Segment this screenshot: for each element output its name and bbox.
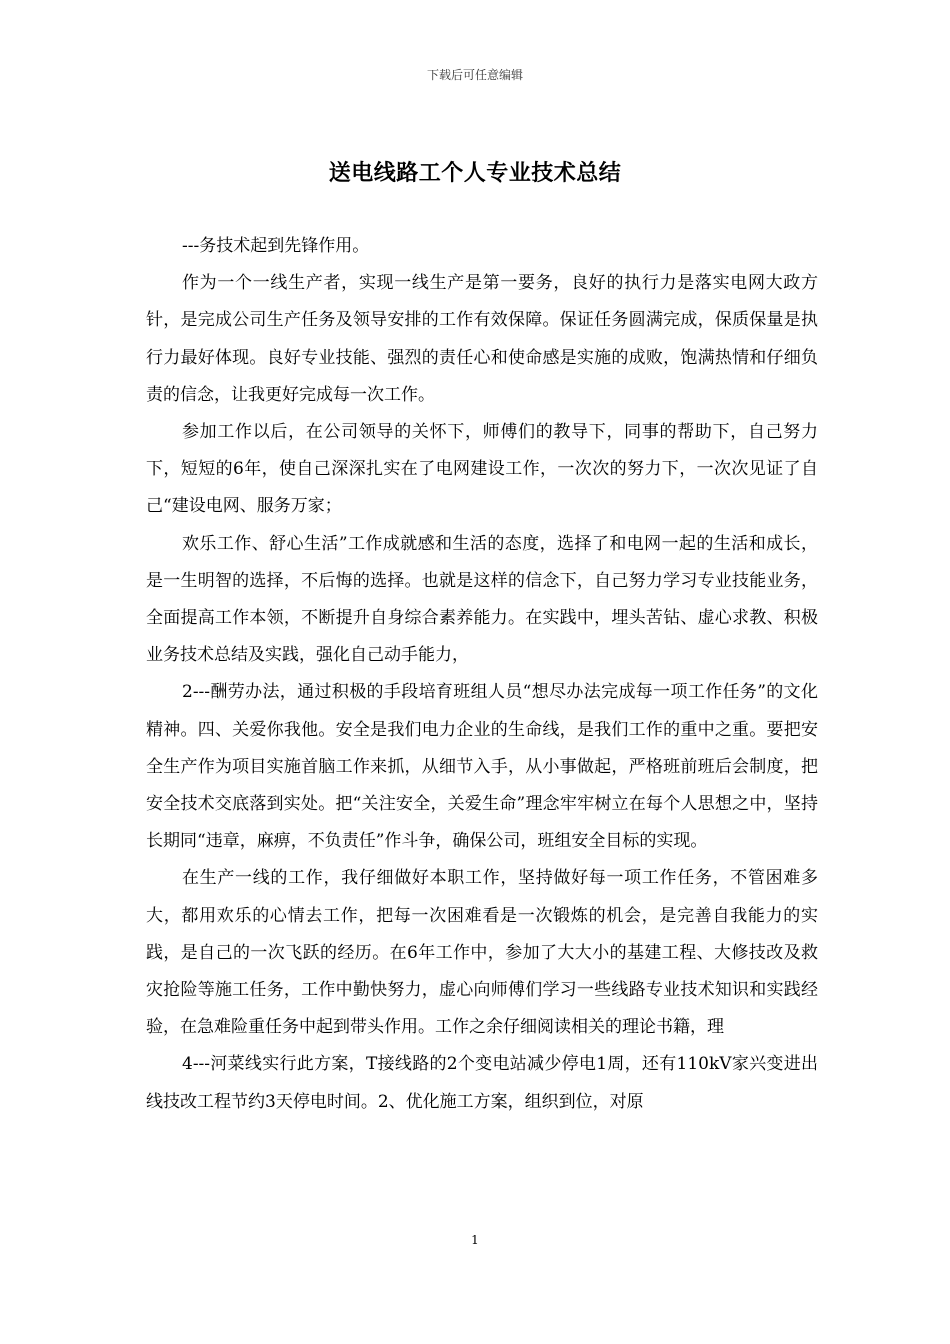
paragraph: 作为一个一线生产者，实现一线生产是第一要务，良好的执行力是落实电网大政方针，是完成公司生产任务及领导安排的工作有效保障。保证任务圆满完成，保质保量是执行力最好体现。良好专业技能、强烈的责任心和使命感是实施的成败，饱满热情和仔细负责的信念，让我更好完成每一次工作。 [146, 273, 818, 405]
paragraph: 4---河菜线实行此方案，T接线路的2个变电站减少停电1周，还有110kV家兴变进出线技改工程节约3天停电时间。2、优化施工方案，组织到位，对原 [146, 1054, 818, 1112]
paragraph: ---务技术起到先锋作用。 [182, 236, 370, 256]
document-body [146, 228, 818, 1121]
paragraph: 参加工作以后，在公司领导的关怀下，师傅们的教导下，同事的帮助下，自己努力下，短短的6年，使自己深深扎实在了电网建设工作，一次次的努力下，一次次见证了自己“建设电网、服务万家； [146, 422, 818, 517]
paragraph: 在生产一线的工作，我仔细做好本职工作，坚持做好每一项工作任务，不管困难多大，都用欢乐的心情去工作，把每一次困难看是一次锻炼的机会，是完善自我能力的实践，是自己的一次飞跃的经历。在6年工作中，参加了大大小的基建工程、大修技改及救灾抢险等施工任务，工作中勤快努力，虚心向师傅们学习一些线路专业技术知识和实践经验，在急难险重任务中起到带头作用。工作之余仔细阅读相关的理论书籍，理 [146, 868, 818, 1038]
page-number: 1 [471, 1233, 479, 1247]
header-note: 下载后可任意编辑 [426, 68, 523, 82]
paragraph: 2---酬劳办法，通过积极的手段培育班组人员“想尽办法完成每一项工作任务”的文化精神。四、关爱你我他。安全是我们电力企业的生命线，是我们工作的重中之重。要把安全生产作为项目实施首脑工作来抓，从细节入手，从小事做起，严格班前班后会制度，把安全技术交底落到实处。把“关注安全，关爱生命”理念牢牢树立在每个人思想之中，坚持长期同“违章，麻痹，不负责任”作斗争，确保公司，班组安全目标的实现。 [146, 682, 818, 852]
paragraph: 欢乐工作、舒心生活”工作成就感和生活的态度，选择了和电网一起的生活和成长，是一生明智的选择，不后悔的选择。也就是这样的信念下，自己努力学习专业技能业务，全面提高工作本领，不断提升自身综合素养能力。在实践中，埋头苦钻、虚心求教、积极业务技术总结及实践，强化自己动手能力， [146, 533, 818, 666]
document-title: 送电线路工个人专业技术总结 [328, 160, 622, 186]
